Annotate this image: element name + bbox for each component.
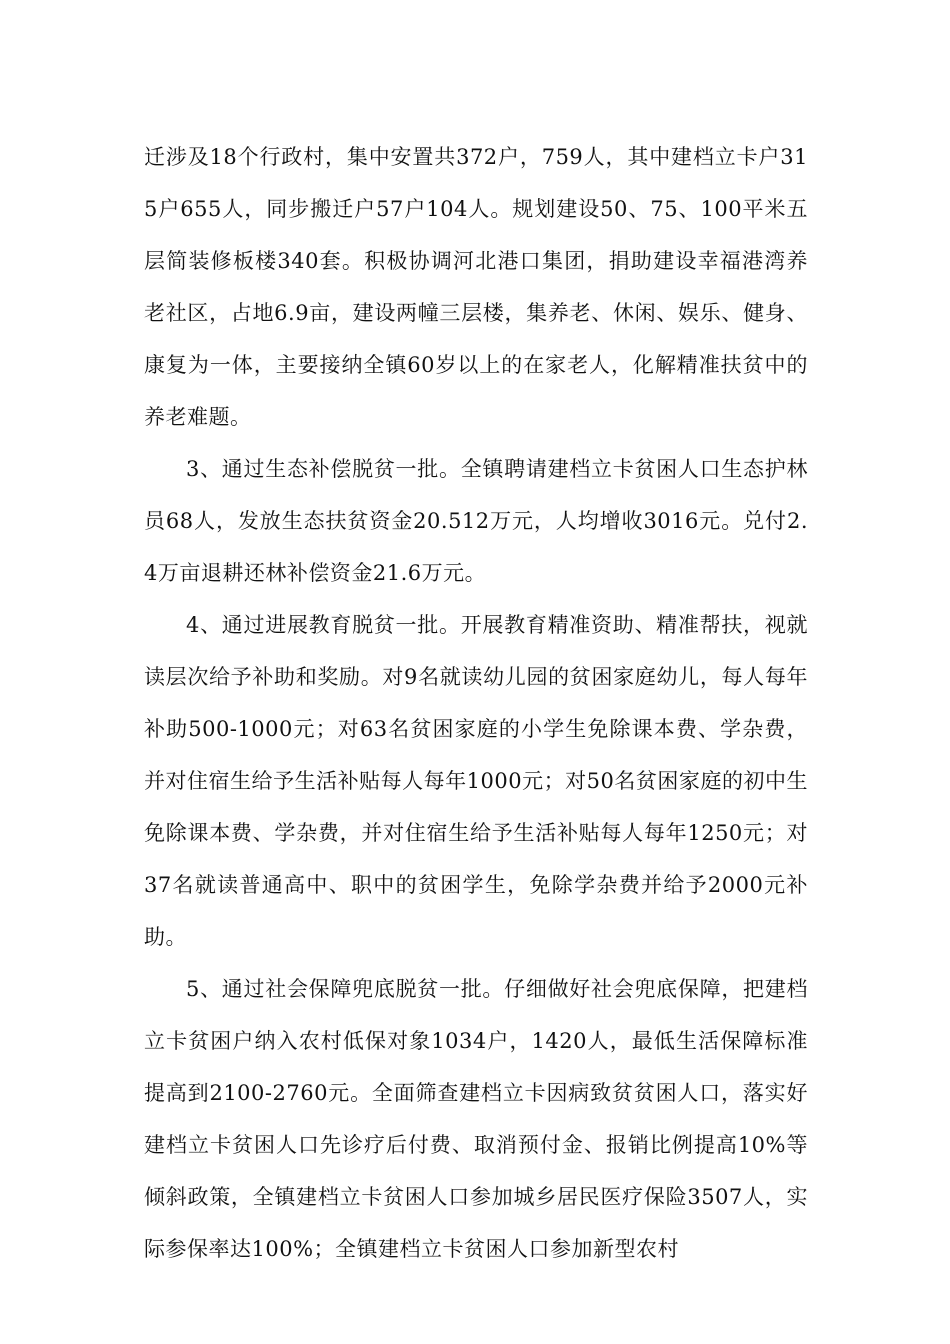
paragraph-social-security: 5、通过社会保障兜底脱贫一批。仔细做好社会兜底保障，把建档立卡贫困户纳入农村低保对象1034户，1420人，最低生活保障标准提高到2100-2760元。全面筛查建档立卡因病致贫贫困人口，落实好建档立卡贫困人口先诊疗后付费、取消预付金、报销比例提高10%等倾斜政策，全镇建档立卡贫困人口参加城乡居民医疗保险3507人，实际参保率达100%；全镇建档立卡贫困人口参加新型农村 <box>144 977 808 1261</box>
document-body <box>144 131 808 1275</box>
paragraph-education: 4、通过进展教育脱贫一批。开展教育精准资助、精准帮扶，视就读层次给予补助和奖励。对9名就读幼儿园的贫困家庭幼儿，每人每年补助500-1000元；对63名贫困家庭的小学生免除课本费、学杂费，并对住宿生给予生活补贴每人每年1000元；对50名贫困家庭的初中生免除课本费、学杂费，并对住宿生给予生活补贴每人每年1250元；对37名就读普通高中、职中的贫困学生，免除学杂费并给予2000元补助。 <box>144 613 808 949</box>
paragraph-ecological-compensation: 3、通过生态补偿脱贫一批。全镇聘请建档立卡贫困人口生态护林员68人，发放生态扶贫资金20.512万元，人均增收3016元。兑付2.4万亩退耕还林补偿资金21.6万元。 <box>144 457 808 585</box>
paragraph-relocation: 迁涉及18个行政村，集中安置共372户，759人，其中建档立卡户315户655人，同步搬迁户57户104人。规划建设50、75、100平米五层简装修板楼340套。积极协调河北港口集团，捐助建设幸福港湾养老社区，占地6.9亩，建设两幢三层楼，集养老、休闲、娱乐、健身、康复为一体，主要接纳全镇60岁以上的在家老人，化解精准扶贫中的养老难题。 <box>144 145 808 429</box>
